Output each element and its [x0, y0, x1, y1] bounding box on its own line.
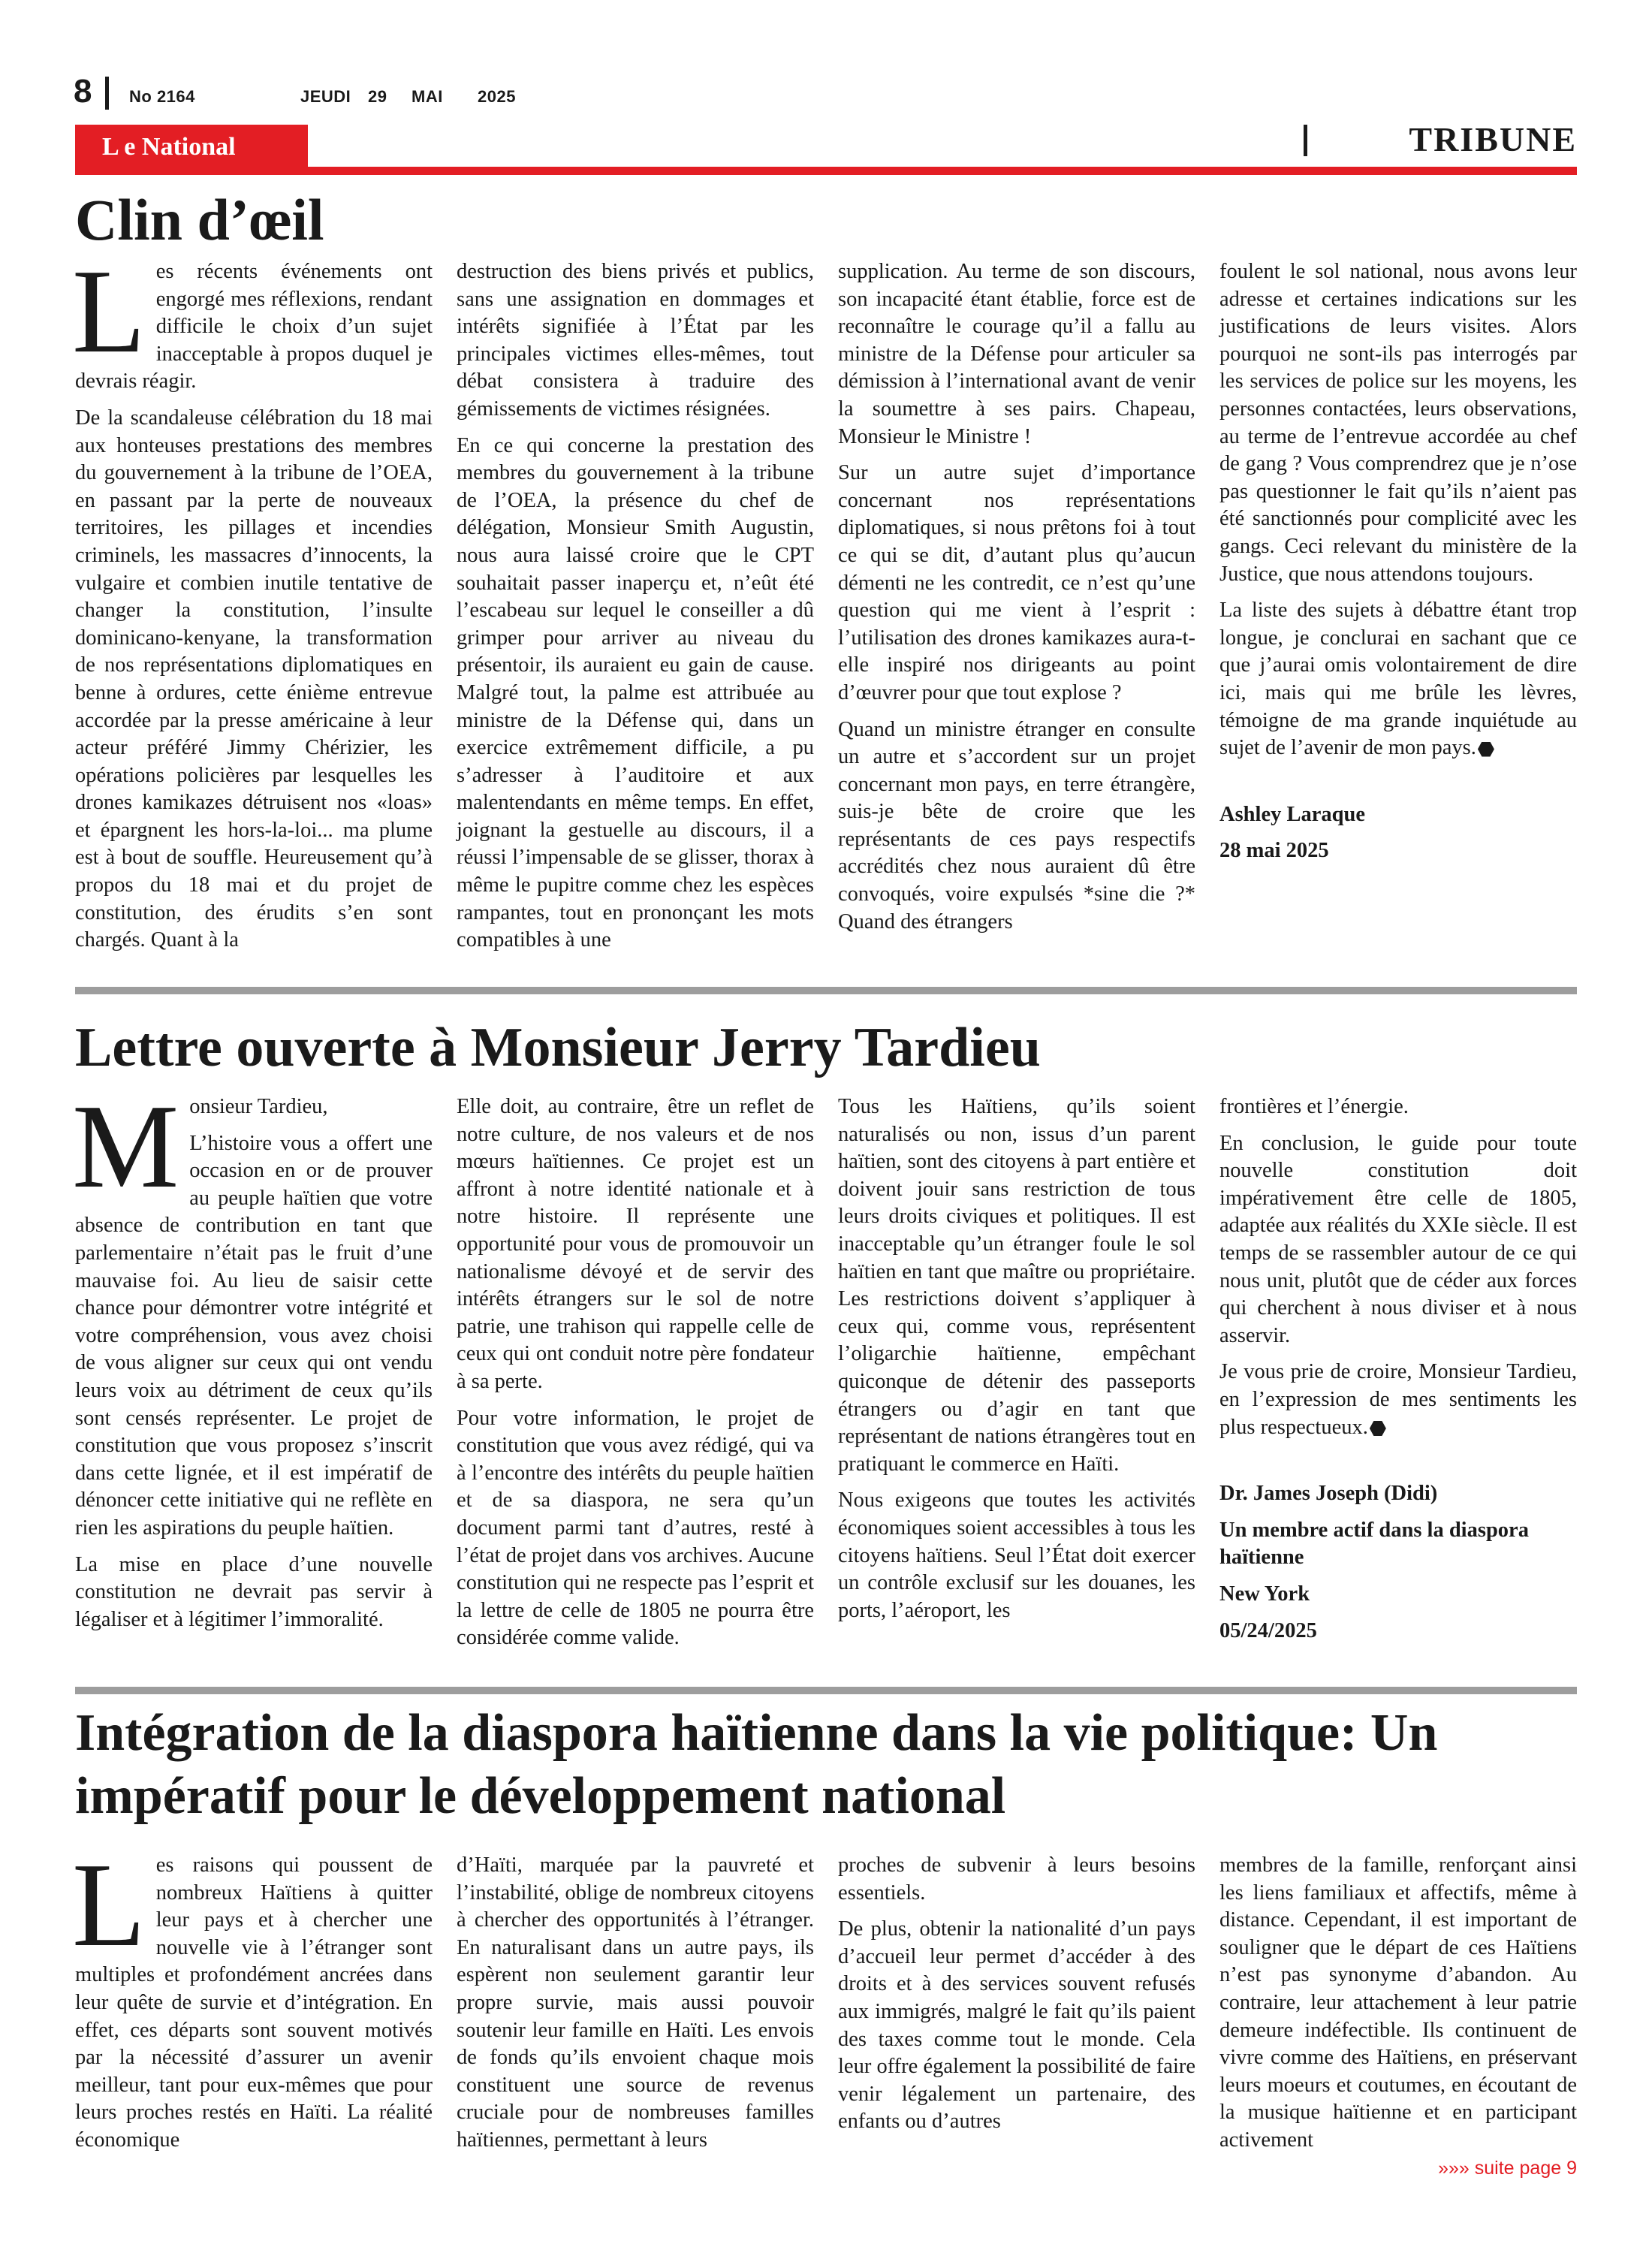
article-3-column-3: [838, 1852, 1195, 2145]
paragraph: onsieur Tardieu,: [189, 1095, 328, 1118]
article-2-title: Lettre ouverte à Monsieur Jerry Tardieu: [75, 1017, 1041, 1078]
page-number: 8: [74, 73, 92, 110]
issue-number: No 2164: [129, 87, 195, 106]
article-divider: [75, 987, 1577, 994]
article-2-column-4: [1219, 1093, 1577, 1654]
header-divider: [105, 77, 109, 110]
paragraph: es récents événements ont engorgé mes réflexions, rendant difficile le choix d’un sujet inacceptable à propos duquel je devrais réagir.: [75, 260, 433, 394]
paragraph: foulent le sol national, nous avons leur adresse et certaines indications sur les justifications de leurs visites. Alors pourquoi ne sont-ils pas interrogés par les services de police sur les moyens, les personnes contactées, leurs observations, au terme de l’entrevue accordée au chef de gang ? Vous comprendrez que je n’ose pas questionner le fait qu’ils n’aient pas été sanctionnés pour complicité avec les gangs. Ceci relevant du ministère de la Justice, que nous attendons toujours.: [1219, 260, 1577, 586]
article-2-column-3: [838, 1093, 1195, 1633]
article-divider: [75, 1687, 1577, 1694]
author-city: New York: [1219, 1582, 1310, 1606]
paragraph: De la scandaleuse célébration du 18 mai aux honteuses prestations des membres du gouvernement à la tribune de l’OEA, en passant par la perte de nouveaux territoires, les pillages et incendies criminels, les massacres d’innocents, la vulgaire et combien inutile tentative de changer la constitution, l’insulte dominicano-kenyane, la transformation de nos représentations diplomatiques en benne à ordures, cette énième entrevue accordée par la presse américaine à leur acteur préféré Jimmy Chérizier, les opérations policières par lesquelles les drones kamikazes détruisent nos «loas» et épargnent les hors-la-loi... ma plume est à bout de souffle. Heureusement qu’à propos du 18 mai et du projet de constitution, des érudits s’en sont chargés. Quant à la: [75, 406, 433, 952]
closing-paragraph: [1219, 597, 1577, 762]
article-2-column-2: [457, 1093, 814, 1661]
article-1-column-4: [1219, 258, 1577, 874]
closing-paragraph: [1219, 1359, 1577, 1441]
author-title: Un membre actif dans la diaspora haïtienne: [1219, 1518, 1529, 1570]
article-3-column-2: [457, 1852, 814, 2164]
issue-month: MAI: [411, 87, 443, 106]
continuation-link[interactable]: »»» suite page 9: [1438, 2158, 1577, 2179]
issue-date-day: 29: [368, 87, 387, 106]
end-mark-icon: [1478, 742, 1494, 757]
article-1-column-1: [72, 244, 433, 964]
paragraph: frontières et l’énergie.: [1219, 1095, 1409, 1118]
header-rule: [75, 167, 1577, 175]
section-name: TRIBUNE: [1409, 120, 1577, 158]
paragraph: De plus, obtenir la nationalité d’un pays d’accueil leur permet d’accéder à des droits et à des services souvent refusés aux immigrés, malgré le fait qu’ils paient des taxes comme tout le monde. Cela leur offre également la possibilité de faire venir légalement un partenaire, des enfants ou d’autres: [838, 1917, 1195, 2134]
paragraph: supplication. Au terme de son discours, son incapacité étant établie, force est de reconnaître le courage qu’il a fallu au ministre de la Défense pour articuler sa démission à l’international avant de venir la soumettre à ses pairs. Chapeau, Monsieur le Ministre !: [838, 260, 1195, 448]
author-name: Dr. James Joseph (Didi): [1219, 1482, 1438, 1506]
paragraph: L’histoire vous a offert une occasion en or de prouver au peuple haïtien que votre absence de contribution en tant que parlementaire n’était pas le fruit d’une mauvaise foi. Au lieu de saisir cette chance pour démontrer votre intégrité et votre compréhension, vous avez choisi de vous aligner sur ceux qui ont vendu leurs voix au détriment de ceux qu’ils sont censés représenter. Le projet de constitution que vous proposez s’inscrit dans cette lignée, et il est impératif de dénoncer cette initiative qui ne reflète en rien les aspirations du peuple haïtien.: [75, 1131, 433, 1540]
drop-cap: L: [72, 1838, 146, 1971]
paragraph: d’Haïti, marquée par la pauvreté et l’instabilité, oblige de nombreux citoyens à chercher des opportunités à l’étranger. En naturalisant dans un autre pays, ils espèrent non seulement garantir leur propre survie, mais aussi pouvoir soutenir leur famille en Haïti. Les envois de fonds qu’ils envoient chaque mois constituent une source de revenus cruciale pour de nombreuses familles haïtiennes, permettant à leurs: [457, 1853, 814, 2152]
article-date: 05/24/2025: [1219, 1618, 1317, 1642]
article-1-column-3: [838, 258, 1195, 945]
article-date: 28 mai 2025: [1219, 839, 1329, 863]
drop-cap: L: [72, 244, 146, 378]
brand-name: L e National: [102, 133, 236, 161]
paragraph: membres de la famille, renforçant ainsi les liens familiaux et affectifs, même à distance. Cependant, il est important de souligner que le départ de ces Haïtiens n’est pas synonyme d’abandon. Au contraire, leur attachement à leur patrie demeure indéfectible. Ils continuent de vivre comme des Haïtiens, en préservant leurs moeurs et coutumes, en écoutant de la musique haïtienne et en participant activement: [1219, 1853, 1577, 2152]
paragraph-text: Je vous prie de croire, Monsieur Tardieu, en l’expression de mes sentiments les plus respectueux.: [1219, 1360, 1577, 1439]
drop-cap: M: [72, 1079, 179, 1213]
issue-year: 2025: [478, 87, 516, 106]
paragraph: En ce qui concerne la prestation des membres du gouvernement à la tribune de l’OEA, la présence du chef de délégation, Monsieur Smith Augustin, nous aura laissé croire que le CPT souhaitait passer inaperçu et, n’eût été l’escabeau sur lequel le conseiller a dû grimper pour arriver au niveau du présentoir, ils auraient eu gain de cause. Malgré tout, la palme est attribuée au ministre de la Défense qui, dans un exercice extrêmement difficile, a pu s’adresser à l’auditoire et aux malentendants en même temps. En effet, joignant la gestuelle au discours, il a réussi l’impensable de se glisser, thorax à même le pupitre comme chez les espèces rampantes, tout en prononçant les mots compatibles à une: [457, 433, 814, 952]
paragraph: proches de subvenir à leurs besoins essentiels.: [838, 1853, 1195, 1905]
paragraph: Sur un autre sujet d’importance concernant nos représentations diplomatiques, si nous prêtons foi à tout ce qui se dit, d’autant plus qu’aucun démenti ne les contredit, ce n’est qu’une question qui me vient à l’esprit : l’utilisation des drones kamikazes aura-t-elle inspiré nos dirigeants au point d’œuvrer pour que tout explose ?: [838, 461, 1195, 704]
end-mark-icon: [1370, 1421, 1386, 1436]
paragraph: En conclusion, le guide pour toute nouvelle constitution doit impérativement être celle de 1805, adaptée aux réalités du XXIe siècle. Il est temps de se rassembler autour de ce qui nous unit, plutôt que de céder aux forces qui cherchent à nous diviser et à nous asservir.: [1219, 1131, 1577, 1347]
article-3-column-1: [72, 1838, 433, 2164]
paragraph-text: La liste des sujets à débattre étant trop longue, je conclurai en sachant que ce que j’aurai omis volontairement de dire ici, mais qui me brûle les lèvres, témoigne de ma grande inquiétude au sujet de l’avenir de mon pays.: [1219, 599, 1577, 760]
article-3-title: Intégration de la diaspora haïtienne dans la vie politique: Un impératif pour le développement national: [75, 1704, 1438, 1825]
paragraph: La mise en place d’une nouvelle constitution ne devrait pas servir à légaliser et à légitimer l’immoralité.: [75, 1552, 433, 1631]
author-name: Ashley Laraque: [1219, 802, 1365, 826]
paragraph: destruction des biens privés et publics, sans une assignation en dommages et intérêts signifiée à l’État par les principales victimes elles-mêmes, tout débat consistera à traduire des gémissements de victimes résignées.: [457, 260, 814, 421]
article-1-title: Clin d’œil: [75, 187, 324, 252]
article-2-column-1: [72, 1079, 433, 1642]
article-1-column-2: [457, 258, 814, 964]
paragraph: Quand un ministre étranger en consulte un autre et s’accordent sur un projet concernant mon pays, en terre étrangère, suis-je bête de croire que les représentants de ces pays respectifs accrédités chez nous auraient dû être convoqués, voire expulsés *sine die ?* Quand des étrangers: [838, 717, 1195, 933]
paragraph: es raisons qui poussent de nombreux Haïtiens à quitter leur pays et à chercher une nouvelle vie à l’étranger sont multiples et profondément ancrées dans leur quête de survie et d’intégration. En effet, ces départs sont souvent motivés par la nécessité d’assurer un avenir meilleur, tant pour eux-mêmes que pour leurs proches restés en Haïti. La réalité économique: [75, 1853, 433, 2152]
section-divider: [1304, 125, 1307, 156]
paragraph: Nous exigeons que toutes les activités économiques soient accessibles à tous les citoyens haïtiens. Seul l’État doit exercer un contrôle exclusif sur les douanes, les ports, l’aéroport, les: [838, 1488, 1195, 1622]
article-3-column-4: [1219, 1852, 1577, 2164]
paragraph: Pour votre information, le projet de constitution que vous avez rédigé, qui va à l’encontre des intérêts du peuple haïtien et de sa diaspora, ne sera qu’un document parmi tant d’autres, resté à l’état de projet dans vos archives. Aucune constitution qui ne respecte pas l’esprit et la lettre de celle de 1805 ne pourra être considérée comme valide.: [457, 1406, 814, 1650]
paragraph: Elle doit, au contraire, être un reflet de notre culture, de nos valeurs et de nos mœurs haïtiennes. Ce projet est un affront à notre identité nationale et à notre histoire. Il représente une opportunité pour vous de promouvoir un nationalisme dévoyé et de servir des intérêts étrangers sur le sol de notre patrie, une trahison qui rappelle celle de ceux qui ont conduit notre père fondateur à sa perte.: [457, 1095, 814, 1393]
paragraph: Tous les Haïtiens, qu’ils soient naturalisés ou non, issus d’un parent haïtien, sont des citoyens à part entière et doivent jouir sans restriction de tous leurs droits civiques et politiques. Il est inacceptable qu’un étranger foule le sol haïtien en tant que maître ou propriétaire. Les restrictions doivent s’appliquer à ceux qui, comme vous, représentent l’oligarchie haïtienne, empêchant quiconque de détenir des passeports étrangers ou d’agir en tant que représentant de nations étrangères tout en pratiquant le commerce en Haïti.: [838, 1095, 1195, 1476]
issue-day: JEUDI: [300, 87, 351, 106]
